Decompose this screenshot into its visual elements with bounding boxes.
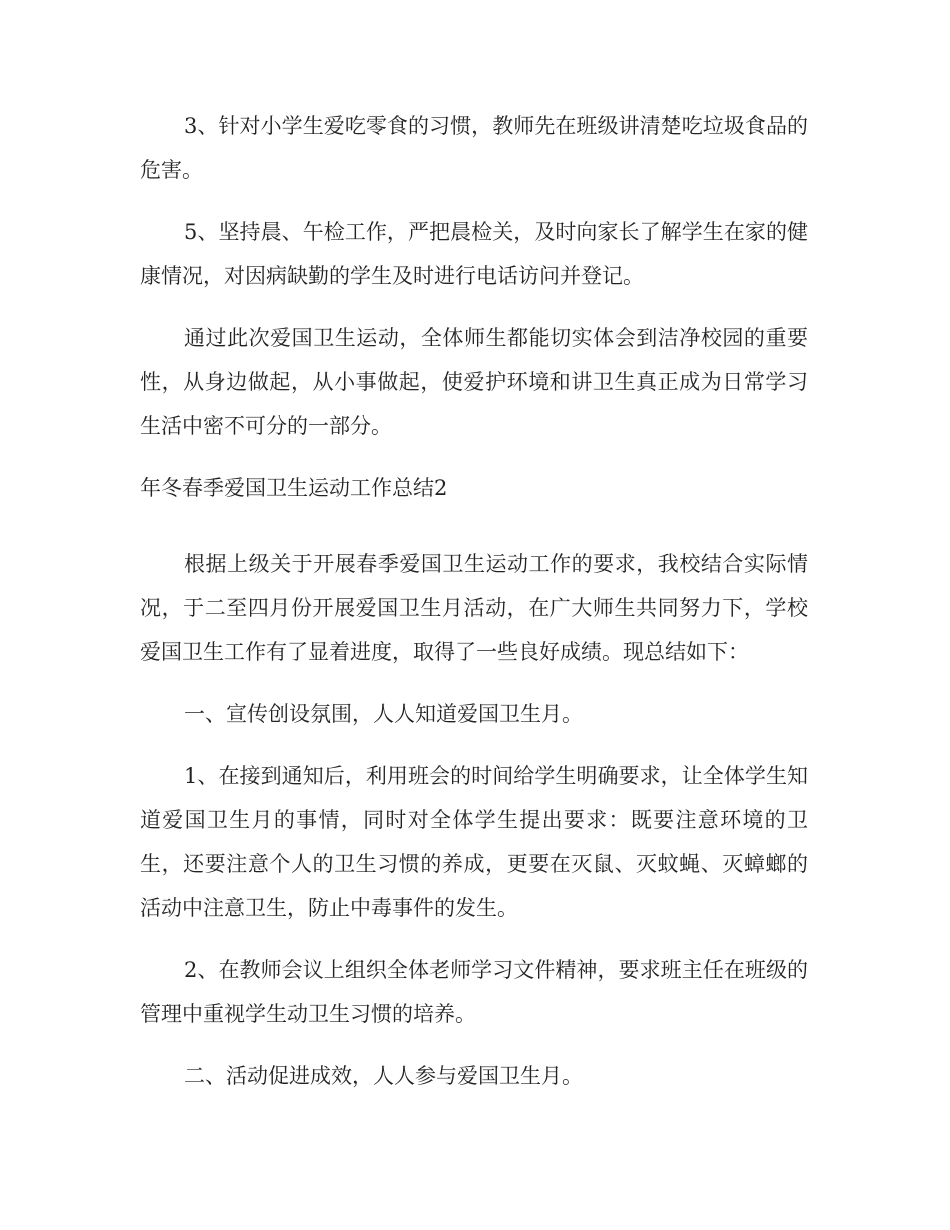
section-heading-2: 二、活动促进成效，人人参与爱国卫生月。: [184, 1064, 583, 1088]
paragraph-item-5: 5、坚持晨、午检工作，严把晨检关，及时向家长了解学生在家的健康情况，对因病缺勤的学生及时进行电话访问并登记。: [140, 220, 808, 288]
paragraph-conclusion: 通过此次爱国卫生运动，全体师生都能切实体会到洁净校园的重要性，从身边做起，从小事做起，使爱护环境和讲卫生真正成为日常学习生活中密不可分的一部分。: [140, 326, 808, 438]
paragraph-intro: 根据上级关于开展春季爱国卫生运动工作的要求，我校结合实际情况，于二至四月份开展爱国卫生月活动，在广大师生共同努力下，学校爱国卫生工作有了显着进度，取得了一些良好成绩。现总结如下：: [140, 552, 808, 664]
paragraph-item-3: 3、针对小学生爱吃零食的习惯，教师先在班级讲清楚吃垃圾食品的危害。: [140, 114, 808, 182]
paragraph-item-1: 1、在接到通知后，利用班会的时间给学生明确要求，让全体学生知道爱国卫生月的事情，同时对全体学生提出要求：既要注意环境的卫生，还要注意个人的卫生习惯的养成，更要在灭鼠、灭蚊蝇、灭蟑螂的活动中注意卫生，防止中毒事件的发生。: [140, 764, 808, 920]
section-heading-1: 一、宣传创设氛围，人人知道爱国卫生月。: [184, 702, 583, 726]
paragraph-item-2: 2、在教师会议上组织全体老师学习文件精神，要求班主任在班级的管理中重视学生动卫生习惯的培养。: [140, 958, 808, 1026]
section-title: 年冬春季爱国卫生运动工作总结2: [140, 476, 448, 500]
document-body: [140, 104, 808, 1116]
